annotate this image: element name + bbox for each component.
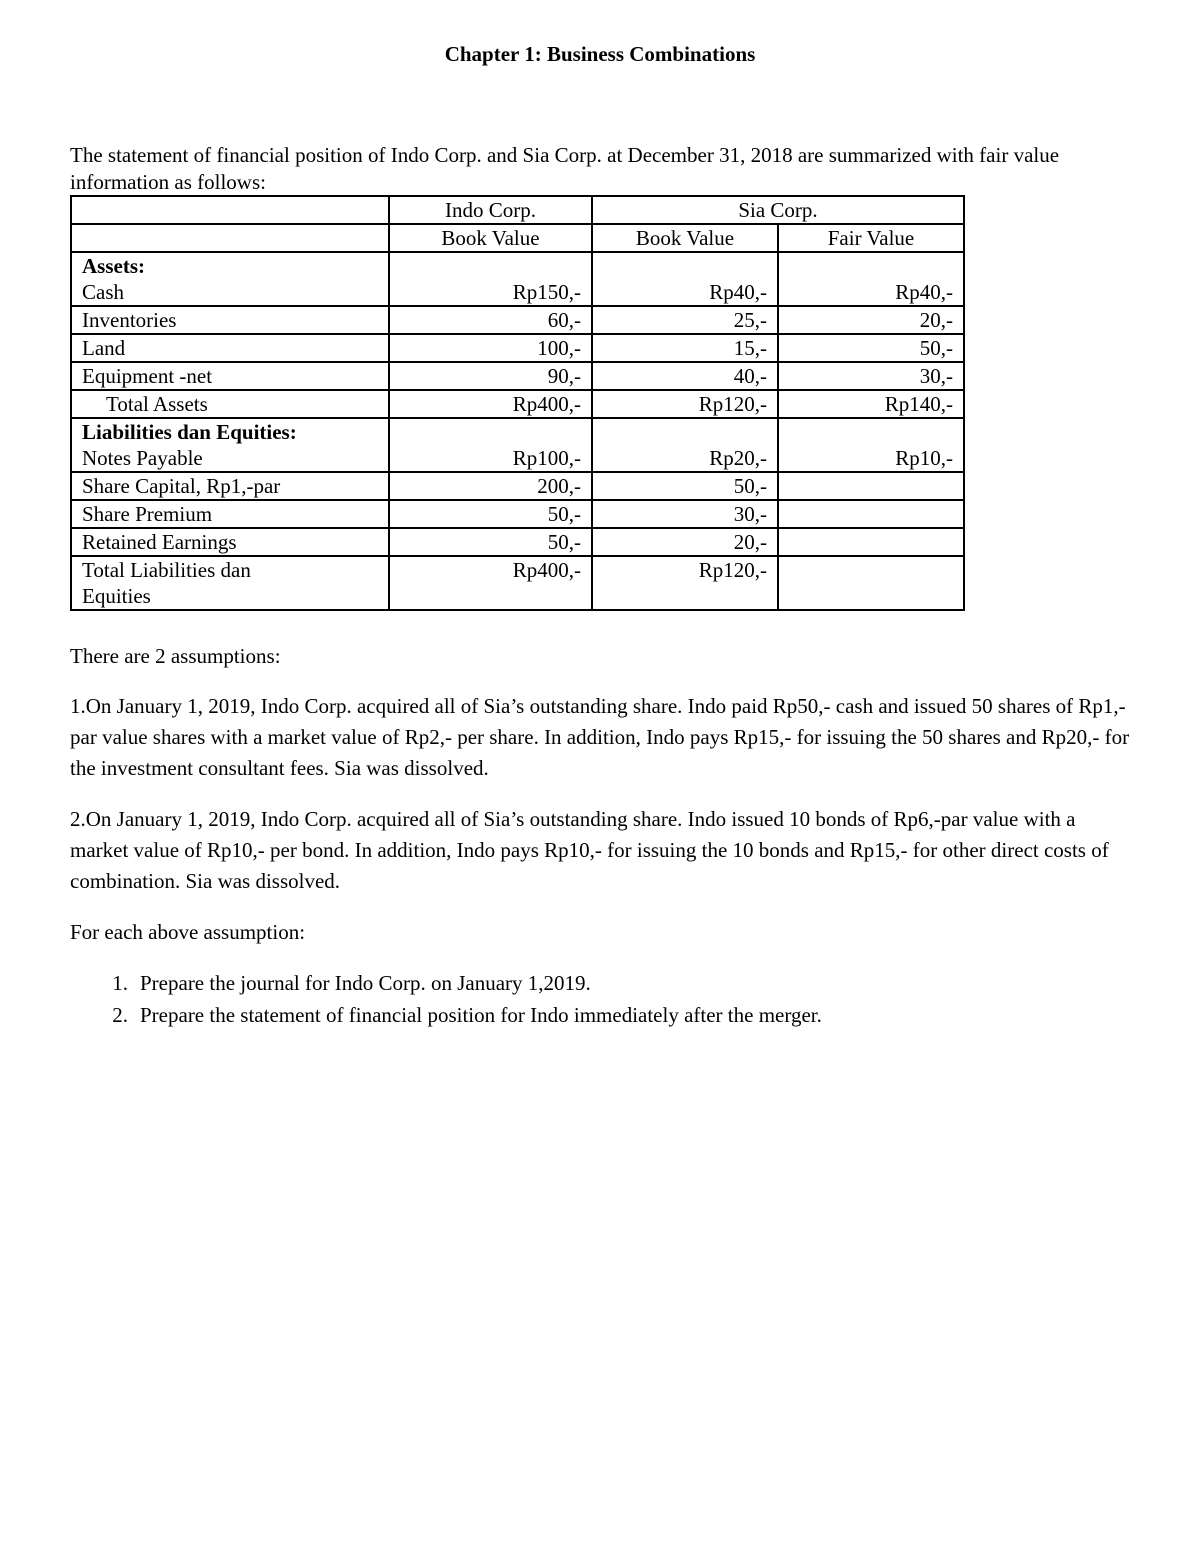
sia-fair-value xyxy=(778,528,964,556)
indo-book-value: Rp150,- xyxy=(389,252,592,306)
header-indo-corp: Indo Corp. xyxy=(389,196,592,224)
list-item xyxy=(70,999,1130,1031)
table-row-total-assets xyxy=(71,390,964,418)
table-row-cash xyxy=(71,252,964,306)
row-label: Total Assets xyxy=(71,390,389,418)
sia-book-value: Rp40,- xyxy=(592,252,778,306)
sia-book-value: Rp20,- xyxy=(592,418,778,472)
assumption-2-paragraph: 2.On January 1, 2019, Indo Corp. acquired all of Sia’s outstanding share. Indo issued 10 bonds of Rp6,-par value with a market value of Rp10,- per bond. In addition, Indo pays Rp10,- for issuing the 10 bonds and Rp15,- for other direct costs of combination. Sia was dissolved. xyxy=(70,807,1109,893)
sia-book-value: Rp120,- xyxy=(592,556,778,610)
table-row-land xyxy=(71,334,964,362)
sia-fair-value xyxy=(778,556,964,610)
header-sia-fair-value: Fair Value xyxy=(778,224,964,252)
sia-book-value: 20,- xyxy=(592,528,778,556)
financial-position-table xyxy=(70,195,965,611)
row-label: Equipment -net xyxy=(71,362,389,390)
row-label-cell xyxy=(71,556,389,610)
sia-fair-value: 20,- xyxy=(778,306,964,334)
row-label: Cash xyxy=(82,280,124,304)
indo-book-value: 200,- xyxy=(389,472,592,500)
table-row-share-capital xyxy=(71,472,964,500)
indo-book-value: 90,- xyxy=(389,362,592,390)
intro-paragraph: The statement of financial position of Indo Corp. and Sia Corp. at December 31, 2018 are summarized with fair value information as follows: xyxy=(70,143,1060,194)
liabilities-heading: Liabilities dan Equities: xyxy=(82,420,297,444)
sia-fair-value: Rp40,- xyxy=(778,252,964,306)
sia-fair-value: 50,- xyxy=(778,334,964,362)
sia-book-value: 25,- xyxy=(592,306,778,334)
row-label: Total Liabilities dan xyxy=(82,558,251,582)
table-row-equipment xyxy=(71,362,964,390)
task-number: 2. xyxy=(112,1003,128,1027)
table-header-row-2 xyxy=(71,224,964,252)
row-label: Retained Earnings xyxy=(71,528,389,556)
row-label-cont: Equities xyxy=(82,584,151,608)
table-row-retained-earnings xyxy=(71,528,964,556)
table-row-share-premium xyxy=(71,500,964,528)
header-sia-book-value: Book Value xyxy=(592,224,778,252)
table-row-total-liabilities xyxy=(71,556,964,610)
header-sia-corp: Sia Corp. xyxy=(592,196,964,224)
sia-book-value: Rp120,- xyxy=(592,390,778,418)
chapter-title: Chapter 1: Business Combinations xyxy=(444,42,756,66)
indo-book-value: 50,- xyxy=(389,528,592,556)
sia-fair-value: Rp140,- xyxy=(778,390,964,418)
row-label: Notes Payable xyxy=(82,446,203,470)
row-label: Land xyxy=(71,334,389,362)
indo-book-value: 50,- xyxy=(389,500,592,528)
list-item xyxy=(70,967,1130,999)
sia-book-value: 50,- xyxy=(592,472,778,500)
indo-book-value: 60,- xyxy=(389,306,592,334)
sia-fair-value xyxy=(778,472,964,500)
task-number: 1. xyxy=(112,971,128,995)
row-label: Share Capital, Rp1,-par xyxy=(71,472,389,500)
row-label-cell xyxy=(71,418,389,472)
sia-book-value: 15,- xyxy=(592,334,778,362)
indo-book-value: Rp400,- xyxy=(389,556,592,610)
table-header-row-1 xyxy=(71,196,964,224)
assumption-1-paragraph: 1.On January 1, 2019, Indo Corp. acquired all of Sia’s outstanding share. Indo paid Rp50,- cash and issued 50 shares of Rp1,-par value shares with a market value of Rp2,- per share. In addition, Indo pays Rp15,- for issuing the 50 shares and Rp20,- for the investment consultant fees. Sia was dissolved. xyxy=(70,694,1130,780)
row-label: Inventories xyxy=(71,306,389,334)
assumptions-intro: There are 2 assumptions: xyxy=(70,644,281,668)
for-each-heading: For each above assumption: xyxy=(70,920,306,944)
indo-book-value: Rp100,- xyxy=(389,418,592,472)
sia-fair-value: 30,- xyxy=(778,362,964,390)
header-blank-2 xyxy=(71,224,389,252)
sia-fair-value xyxy=(778,500,964,528)
sia-book-value: 40,- xyxy=(592,362,778,390)
indo-book-value: Rp400,- xyxy=(389,390,592,418)
sia-fair-value: Rp10,- xyxy=(778,418,964,472)
row-label-cell xyxy=(71,252,389,306)
header-indo-book-value: Book Value xyxy=(389,224,592,252)
header-blank xyxy=(71,196,389,224)
task-text: Prepare the statement of financial position for Indo immediately after the merger. xyxy=(140,1003,822,1027)
assets-heading: Assets: xyxy=(82,254,145,278)
sia-book-value: 30,- xyxy=(592,500,778,528)
table-row-inventories xyxy=(71,306,964,334)
indo-book-value: 100,- xyxy=(389,334,592,362)
task-list xyxy=(70,967,1130,1031)
row-label: Share Premium xyxy=(71,500,389,528)
table-row-notes-payable xyxy=(71,418,964,472)
task-text: Prepare the journal for Indo Corp. on January 1,2019. xyxy=(140,971,591,995)
